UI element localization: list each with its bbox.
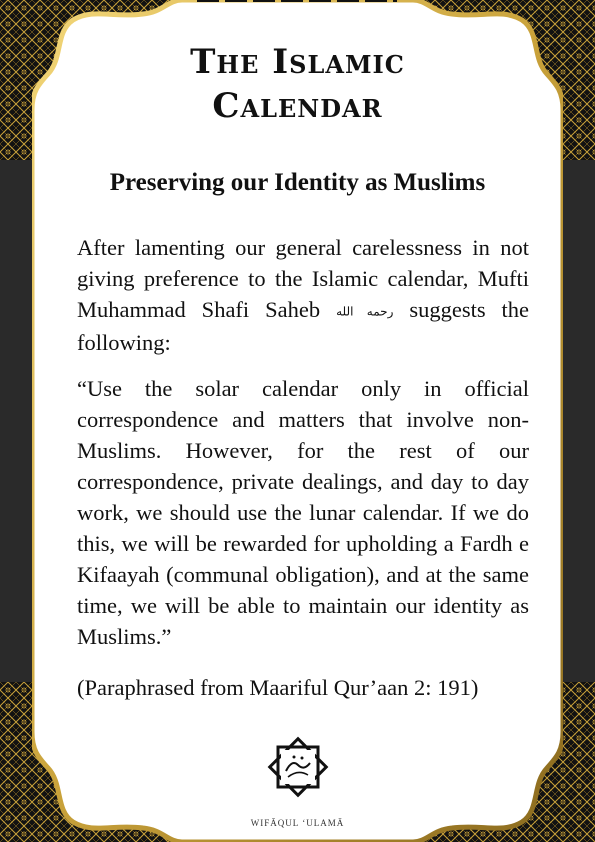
intro-text: After lamenting our general carelessness in not giving preference to the Islamic calendar, Mufti Muhammad Shafi Saheb xyxy=(77,235,529,322)
subtitle: Preserving our Identity as Muslims xyxy=(109,169,486,196)
wifaqul-ulama-logo-icon xyxy=(264,733,332,801)
honorific-calligraphy: رحمه الله xyxy=(336,304,394,319)
intro-text-end: suggests the following: xyxy=(77,297,530,356)
quote-paragraph: “Use the solar calendar only in official correspondence and matters that involve non-Muslims. However, for the rest of our correspondence, private dealings, and day to day work, we should use the lunar calendar. If we do this, we will be rewarded for upholding a Fardh e Kifaayah (communal obligation), and at the same time, we will be able to maintain our identity as Muslims.” xyxy=(77,376,529,649)
page-title xyxy=(32,40,563,128)
reference-citation: (Paraphrased from Maariful Qur’aan 2: 191) xyxy=(77,675,479,700)
content-panel xyxy=(32,0,563,842)
logo-caption: WIFĀQUL ‘ULAMĀ xyxy=(250,818,345,828)
title-line-2: Calendar xyxy=(212,86,383,126)
top-dash-ornament xyxy=(32,0,563,4)
intro-paragraph xyxy=(77,232,529,358)
title-line-1: The Islamic xyxy=(190,42,405,82)
